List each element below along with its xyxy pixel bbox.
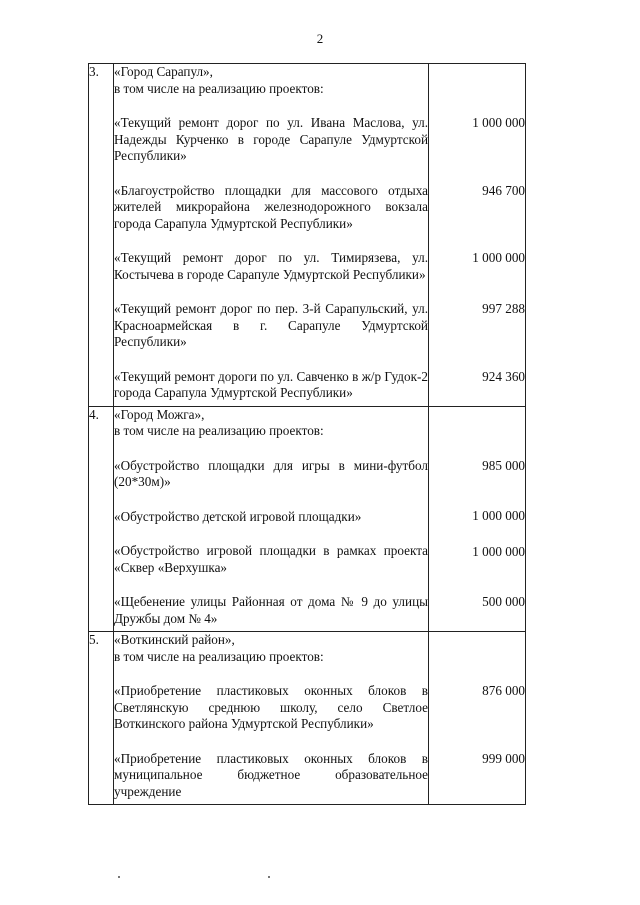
project-amount: 500 000	[482, 594, 525, 609]
project-name: «Текущий ремонт дорог по ул. Тимирязева, ул. Костычева в городе Сарапуле Удмуртской Республики»	[114, 250, 428, 282]
row-number: 3.	[89, 64, 114, 407]
recipient-subtitle: в том числе на реализацию проектов:	[114, 648, 324, 664]
project-amount: 946 700	[482, 182, 525, 198]
project-amount: 1 000 000	[472, 250, 525, 265]
project-name: «Благоустройство площадки для массового отдыха жителей микрорайона железнодорожного вокзала города Сарапула Удмуртской Республики»	[114, 182, 428, 231]
row-number: 5.	[89, 632, 114, 805]
projects-table	[88, 63, 526, 805]
project-name: «Текущий ремонт дорог по пер. 3-й Сарапульский, ул. Красноармейская в г. Сарапуле Удмуртской Республики»	[114, 301, 428, 349]
project-name: «Обустройство игровой площадки в рамках проекта «Сквер «Верхушка»	[114, 543, 428, 575]
amount-cell	[429, 406, 526, 632]
recipient-cell	[114, 64, 429, 407]
project-name: «Приобретение пластиковых оконных блоков в муниципальное бюджетное образовательное учреждение	[114, 750, 428, 799]
project-amount: 1 000 000	[472, 115, 525, 130]
project-amount: 1 000 000	[472, 543, 525, 559]
project-name: «Обустройство детской игровой площадки»	[114, 508, 362, 524]
recipient-cell	[114, 632, 429, 805]
table-row	[89, 406, 526, 632]
recipient-title: «Город Сарапул»,	[114, 64, 213, 79]
page-number: 2	[316, 31, 324, 46]
table-row	[89, 632, 526, 805]
amount-cell	[429, 64, 526, 407]
project-amount: 924 360	[482, 369, 525, 384]
recipient-cell	[114, 406, 429, 632]
project-amount: 1 000 000	[472, 508, 525, 523]
project-name: «Текущий ремонт дороги по ул. Савченко в ж/р Гудок-2 города Сарапула Удмуртской Республики»	[114, 368, 428, 400]
recipient-subtitle: в том числе на реализацию проектов:	[114, 423, 324, 438]
project-amount: 999 000	[482, 750, 525, 766]
scan-marks	[118, 872, 288, 882]
row-number: 4.	[89, 406, 114, 632]
amount-cell	[429, 632, 526, 805]
project-name: «Обустройство площадки для игры в мини-футбол (20*30м)»	[114, 457, 428, 489]
recipient-subtitle: в том числе на реализацию проектов:	[114, 80, 324, 96]
recipient-title: «Город Можга»,	[114, 406, 205, 422]
project-amount: 997 288	[482, 300, 525, 316]
project-name: «Текущий ремонт дорог по ул. Ивана Маслова, ул. Надежды Курченко в городе Сарапуле Удмуртской Республики»	[114, 115, 428, 163]
project-name: «Приобретение пластиковых оконных блоков в Светлянскую среднюю школу, село Светлое Воткинского района Удмуртской Республики»	[114, 683, 428, 731]
project-amount: 876 000	[482, 683, 525, 698]
recipient-title: «Воткинский район»,	[114, 632, 235, 647]
project-name: «Щебенение улицы Районная от дома № 9 до улицы Дружбы дом № 4»	[114, 594, 428, 626]
table-row	[89, 64, 526, 407]
project-amount: 985 000	[482, 457, 525, 473]
